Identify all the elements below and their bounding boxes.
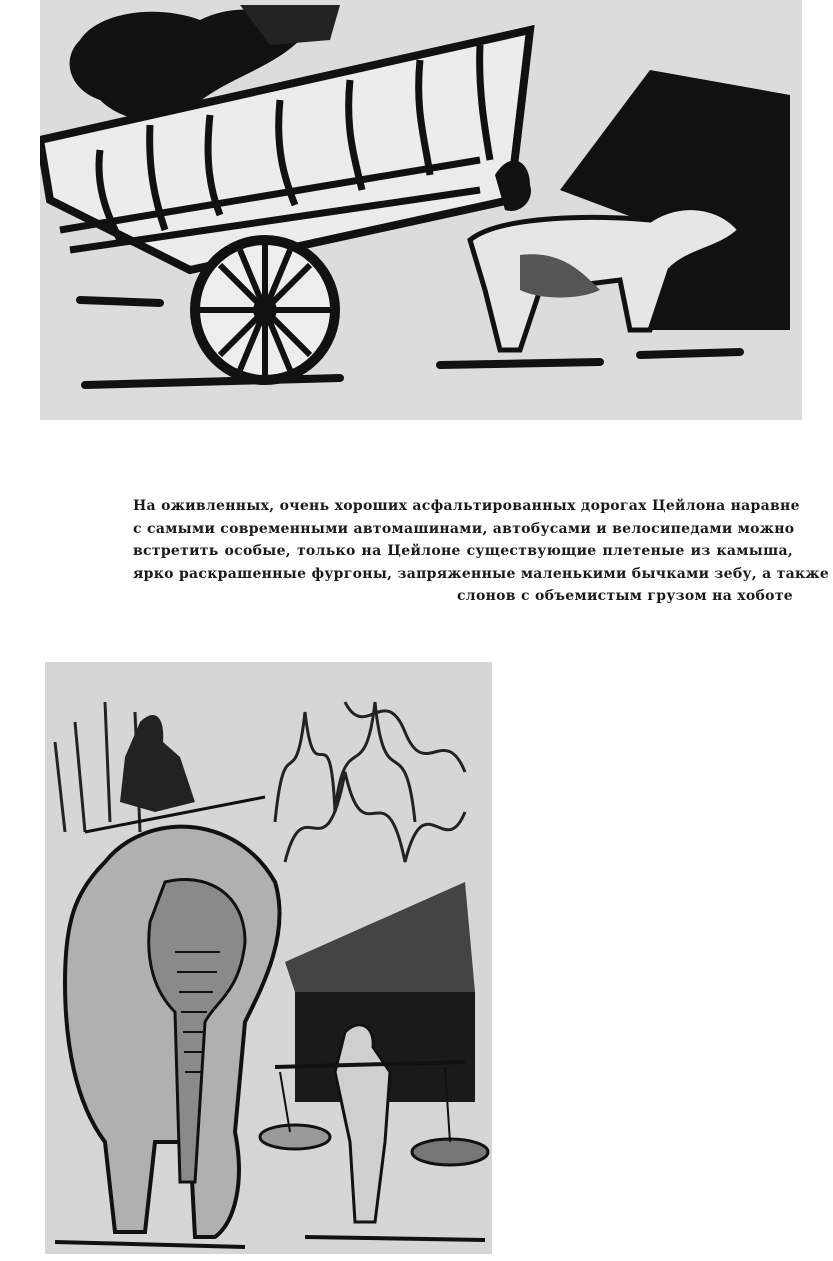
caption-line: На оживленных, очень хороших асфальтированных дорогах Цейлона наравне — [133, 498, 800, 514]
illustration-bullock-cart — [40, 0, 802, 420]
caption — [133, 495, 830, 608]
caption-line: слонов с объемистым грузом на хоботе — [456, 588, 793, 604]
illustration-elephant-with-rider — [45, 662, 492, 1254]
caption-line: с самыми современными автомашинами, автобусами и велосипедами можно — [133, 520, 795, 537]
caption-line: ярко раскрашенные фургоны, запряженные маленькими бычками зебу, а также — [133, 565, 830, 582]
caption-line: встретить особые, только на Цейлоне существующие плетеные из камыша, — [133, 543, 793, 559]
